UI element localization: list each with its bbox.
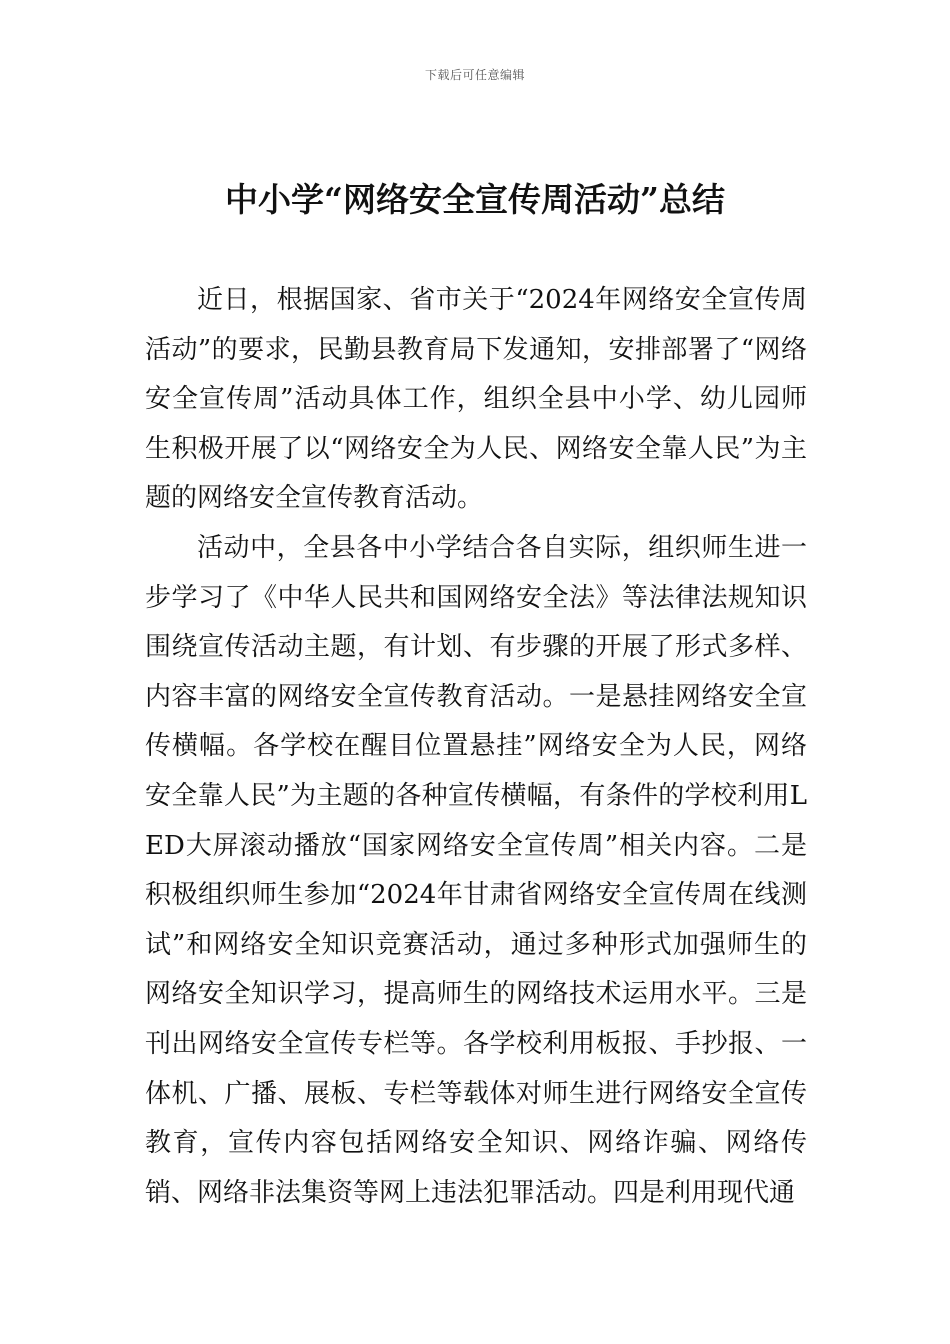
header-note: 下载后可任意编辑 (424, 68, 525, 82)
paragraph-2: 活动中，全县各中小学结合各自实际，组织师生进一步学习了《中华人民共和国网络安全法》等法律法规知识围绕宣传活动主题，有计划、有步骤的开展了形式多样、内容丰富的网络安全宣传教育活动。一是悬挂网络安全宣传横幅。各学校在醒目位置悬挂”网络安全为人民，网络安全靠人民”为主题的各种宣传横幅，有条件的学校利用LED大屏滚动播放“国家网络安全宣传周”相关内容。二是积极组织师生参加“2024年甘肃省网络安全宣传周在线测试”和网络安全知识竞赛活动，通过多种形式加强师生的网络安全知识学习，提高师生的网络技术运用水平。三是刊出网络安全宣传专栏等。各学校利用板报、手抄报、一体机、广播、展板、专栏等载体对师生进行网络安全宣传教育，宣传内容包括网络安全知识、网络诈骗、网络传销、网络非法集资等网上违法犯罪活动。四是利用现代通 (145, 532, 807, 1208)
document-title: 中小学“网络安全宣传周活动”总结 (225, 180, 725, 219)
paragraph-1: 近日，根据国家、省市关于“2024年网络安全宣传周活动”的要求，民勤县教育局下发通知，安排部署了“网络安全宣传周”活动具体工作，组织全县中小学、幼儿园师生积极开展了以“网络安全为人民、网络安全靠人民”为主题的网络安全宣传教育活动。 (145, 285, 807, 514)
document-body (145, 276, 807, 1218)
